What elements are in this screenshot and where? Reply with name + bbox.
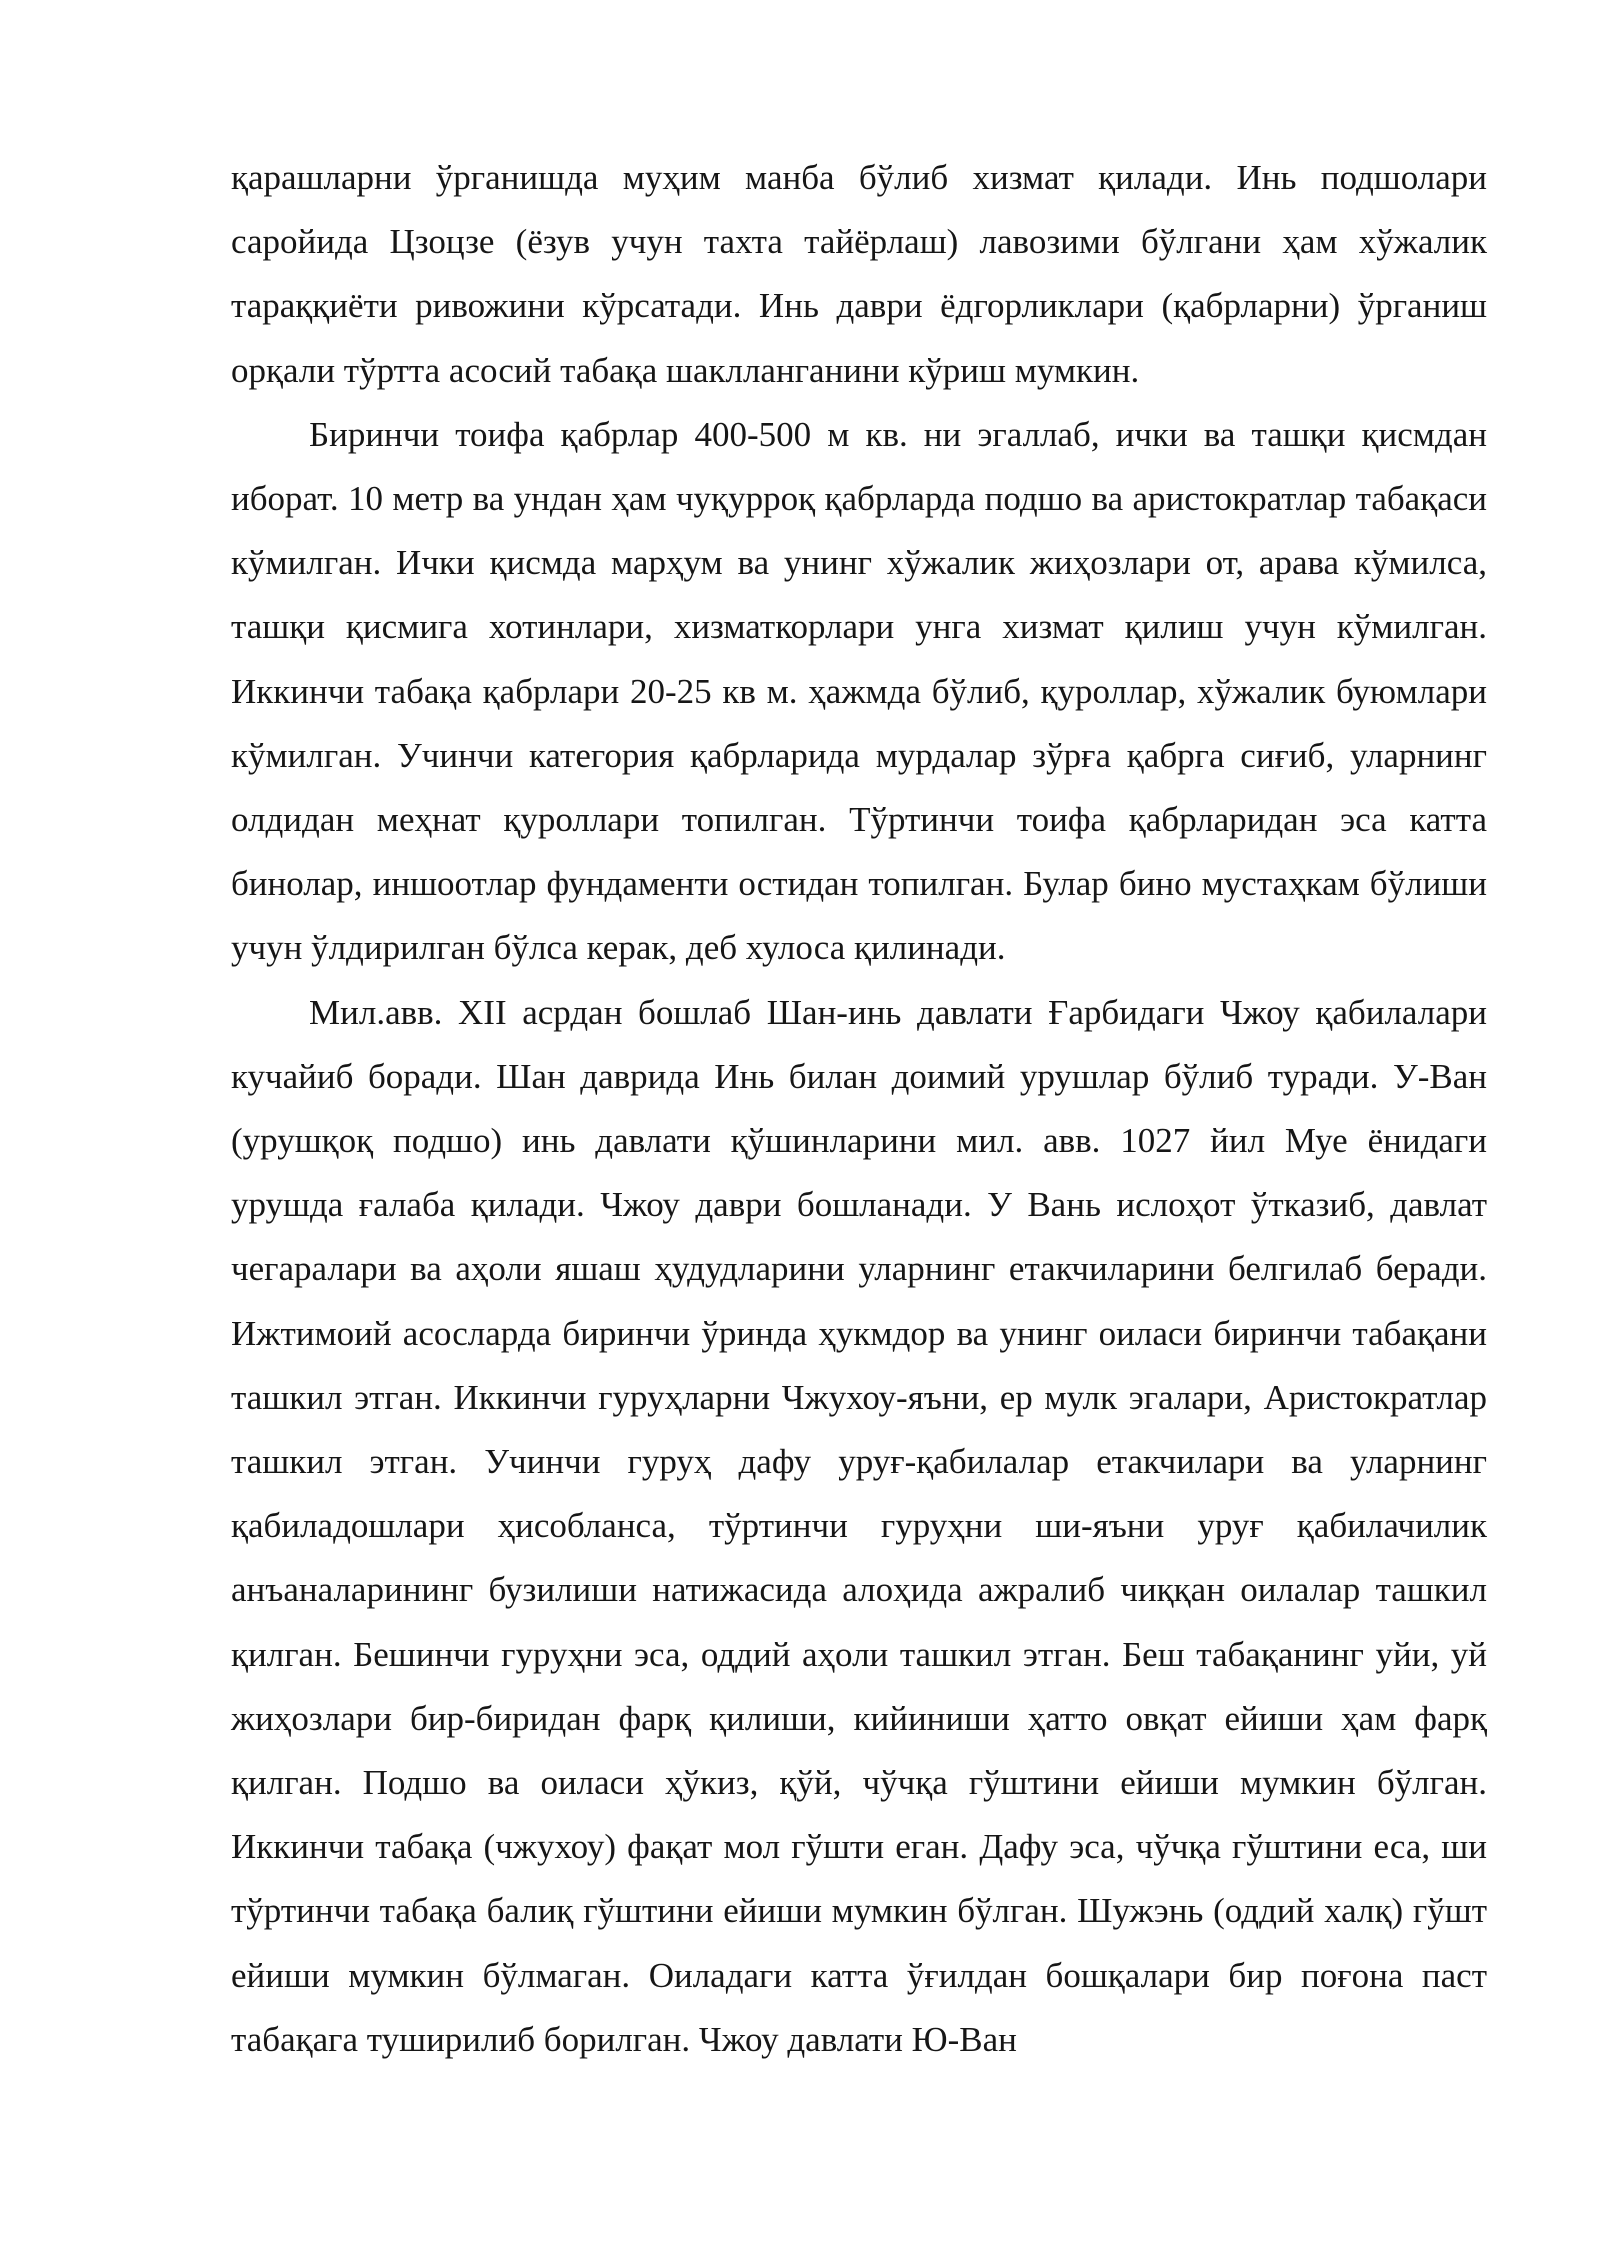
paragraph-1: қарашларни ўрганишда муҳим манба бўлиб хизмат қилади. Инь подшолари саройида Цзоцзе (ёзув учун тахта тайёрлаш) лавозими бўлгани ҳам хўжалик тараққиёти ривожини кўрсатади. Инь даври ёдгорликлари (қабрларни) ўрганиш орқали тўртта асосий табақа шаклланганини кўриш мумкин.	[231, 158, 1487, 390]
paragraph-3: Мил.авв. XII асрдан бошлаб Шан-инь давлати Ғарбидаги Чжоу қабилалари кучайиб боради. Шан даврида Инь билан доимий урушлар бўлиб туради. У-Ван (урушқоқ подшо) инь давлати қўшинларини мил. авв. 1027 йил Муе ёнидаги урушда ғалаба қилади. Чжоу даври бошланади. У Вань ислоҳот ўтказиб, давлат чегаралари ва аҳоли яшаш ҳудудларини уларнинг етакчиларини белгилаб беради. Ижтимоий асосларда биринчи ўринда ҳукмдор ва унинг оиласи биринчи табақани ташкил этган. Иккинчи гуруҳларни Чжухоу-яъни, ер мулк эгалари, Аристократлар ташкил этган. Учинчи гуруҳ дафу уруғ-қабилалар етакчилари ва уларнинг қабиладошлари ҳисобланса, тўртинчи гуруҳни ши-яъни уруғ қабилачилик анъаналарининг бузилиши натижасида алоҳида ажралиб чиққан оилалар ташкил қилган. Бешинчи гуруҳни эса, оддий аҳоли ташкил этган. Беш табақанинг уйи, уй жиҳозлари бир-биридан фарқ қилиши, кийиниши ҳатто овқат ейиши ҳам фарқ қилган. Подшо ва оиласи ҳўкиз, қўй, чўчқа гўштини ейиши мумкин бўлган. Иккинчи табақа (чжухоу) фақат мол гўшти еган. Дафу эса, чўчқа гўштини еса, ши тўртинчи табақа балиқ гўштини ейиши мумкин бўлган. Шужэнь (оддий халқ) гўшт ейиши мумкин бўлмаган. Оиладаги катта ўғилдан бошқалари бир поғона паст табақага туширилиб борилган. Чжоу давлати Ю-Ван	[231, 992, 1487, 2059]
paragraph-2: Биринчи тоифа қабрлар 400-500 м кв. ни эгаллаб, ички ва ташқи қисмдан иборат. 10 метр ва ундан ҳам чуқурроқ қабрларда подшо ва аристократлар табақаси кўмилган. Ички қисмда марҳум ва унинг хўжалик жиҳозлари от, арава кўмилса, ташқи қисмига хотинлари, хизматкорлари унга хизмат қилиш учун кўмилган. Иккинчи табақа қабрлари 20-25 кв м. ҳажмда бўлиб, қуроллар, хўжалик буюмлари кўмилган. Учинчи категория қабрларида мурдалар зўрға қабрга сиғиб, уларнинг олдидан меҳнат қуроллари топилган. Тўртинчи тоифа қабрларидан эса катта бинолар, иншоотлар фундаменти остидан топилган. Булар бино мустаҳкам бўлиши учун ўлдирилган бўлса керак, деб хулоса қилинади.	[231, 414, 1487, 968]
document-page	[231, 146, 1487, 2072]
